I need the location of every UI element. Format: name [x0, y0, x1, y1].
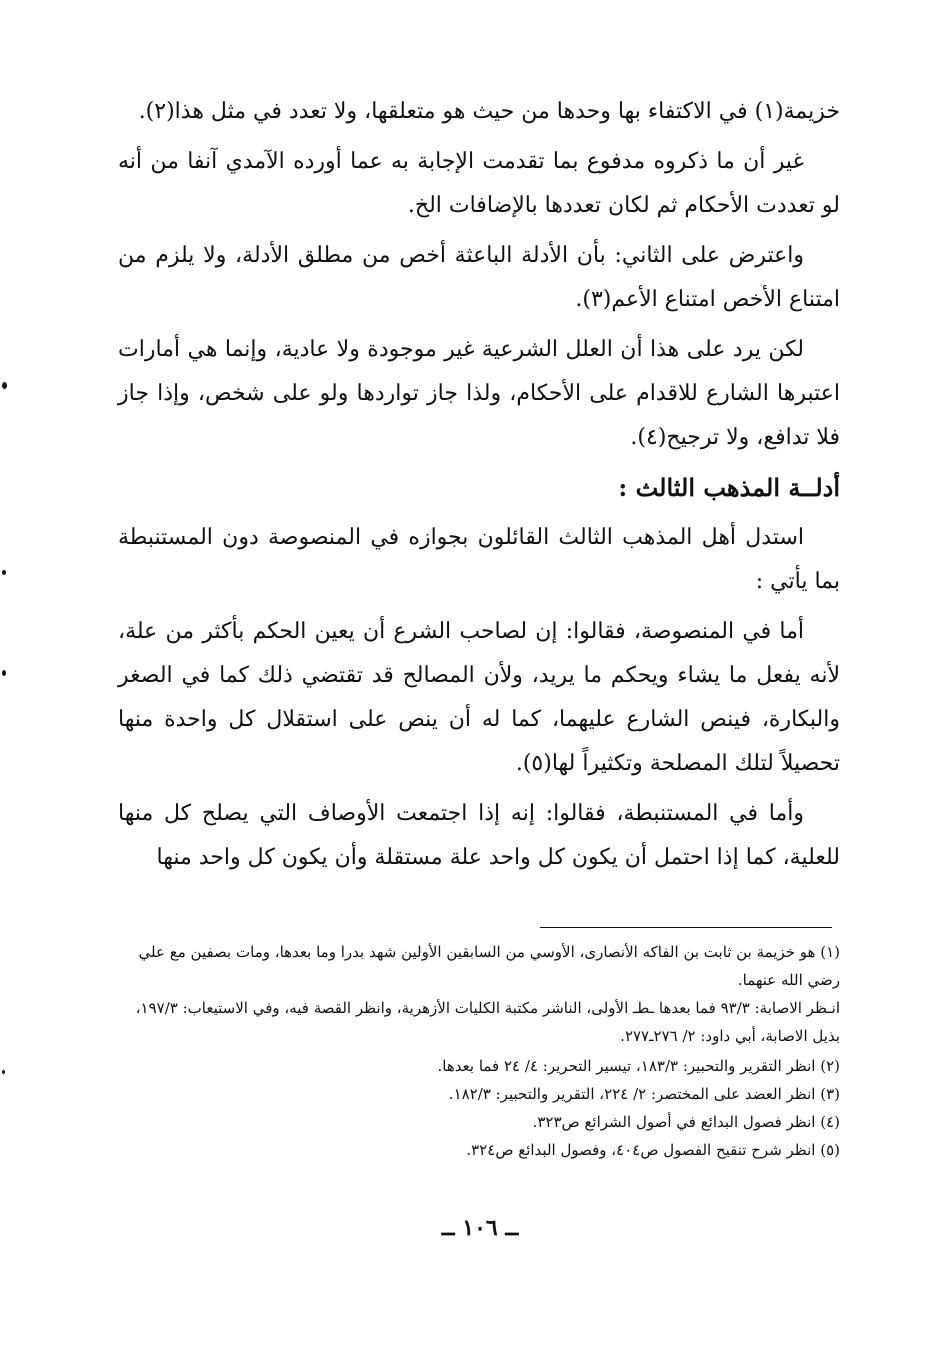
margin-mark: [2, 382, 7, 389]
footnote: (١) هو خزيمة بن ثابت بن الفاكه الأنصارى، الأوسي من السابقين الأولين شهد بدرا وما بعدها، ومات بصفين مع علي رضي الله عنهما.: [138, 943, 840, 989]
paragraph: واعترض على الثاني: بأن الأدلة الباعثة أخص من مطلق الأدلة، ولا يلزم من امتناع الأخص امتناع الأعم(٣).: [118, 243, 840, 312]
footnote: (٥) انظر شرح تنقيح الفصول ص٤٠٤، وفصول البدائع ص٣٢٤.: [466, 1141, 840, 1159]
paragraph: لكن يرد على هذا أن العلل الشرعية غير موجودة ولا عادية، وإنما هي أمارات اعتبرها الشارع للاقدام على الأحكام، ولذا جاز تواردها ولو على شخص، وإذا جاز فلا تدافع، ولا ترجيح(٤).: [118, 337, 840, 450]
margin-mark: [2, 670, 6, 676]
margin-mark: [2, 570, 6, 575]
paragraph: وأما في المستنبطة، فقالوا: إنه إذا اجتمعت الأوصاف التي يصلح كل منها للعلية، كما إذا احتمل أن يكون كل واحد علة مستقلة وأن يكون كل واحد منها: [118, 801, 840, 870]
footnote: (٢) انظر التقرير والتحبير: ١٨٣/٣، تيسير التحرير: ٤/ ٢٤ فما بعدها.: [437, 1057, 840, 1075]
paragraph: أما في المنصوصة، فقالوا: إن لصاحب الشرع أن يعين الحكم بأكثر من علة، لأنه يفعل ما يشاء ويحكم ما يريد، ولأن المصالح قد تقتضي ذلك كما في الصغر والبكارة، فينص الشارع عليهما، كما له أن ينص على استقلال كل واحدة منها تحصيلاً لتلك المصلحة وتكثيراً لها(٥).: [118, 619, 840, 776]
paragraph: غير أن ما ذكروه مدفوع بما تقدمت الإجابة به عما أورده الآمدي آنفا من أنه لو تعددت الأحكام ثم لكان تعددها بالإضافات الخ.: [118, 149, 840, 218]
footnote-continuation: انـظر الاصابة: ٩٣/٣ فما بعدها ـطـ الأولى، الناشر مكتبة الكليات الأزهرية، وانظر القصة فيه، وفي الاستيعاب: ١٩٧/٣، بذيل الاصابة، أبي داود: ٢/ ٢٧٦ـ٢٧٧.: [135, 999, 840, 1045]
paragraph: خزيمة(١) في الاكتفاء بها وحدها من حيث هو متعلقها، ولا تعدد في مثل هذا(٢).: [138, 99, 840, 124]
main-text: [118, 90, 840, 886]
footnote: (٣) انظر العضد على المختصر: ٢/ ٢٢٤، التقرير والتحبير: ١٨٢/٣.: [448, 1085, 840, 1103]
section-heading: أدلــة المذهب الثالث :: [618, 473, 840, 502]
paragraph: استدل أهل المذهب الثالث القائلون بجوازه في المنصوصة دون المستنبطة بما يأتي :: [118, 525, 840, 594]
footnote-separator: [540, 927, 832, 928]
margin-mark: [2, 1070, 5, 1074]
footnote: (٤) انظر فصول البدائع في أصول الشرائع ص٣٢٣.: [532, 1113, 840, 1131]
footnotes: [118, 938, 840, 1164]
page-number: ــ ١٠٦ ــ: [441, 1215, 519, 1241]
